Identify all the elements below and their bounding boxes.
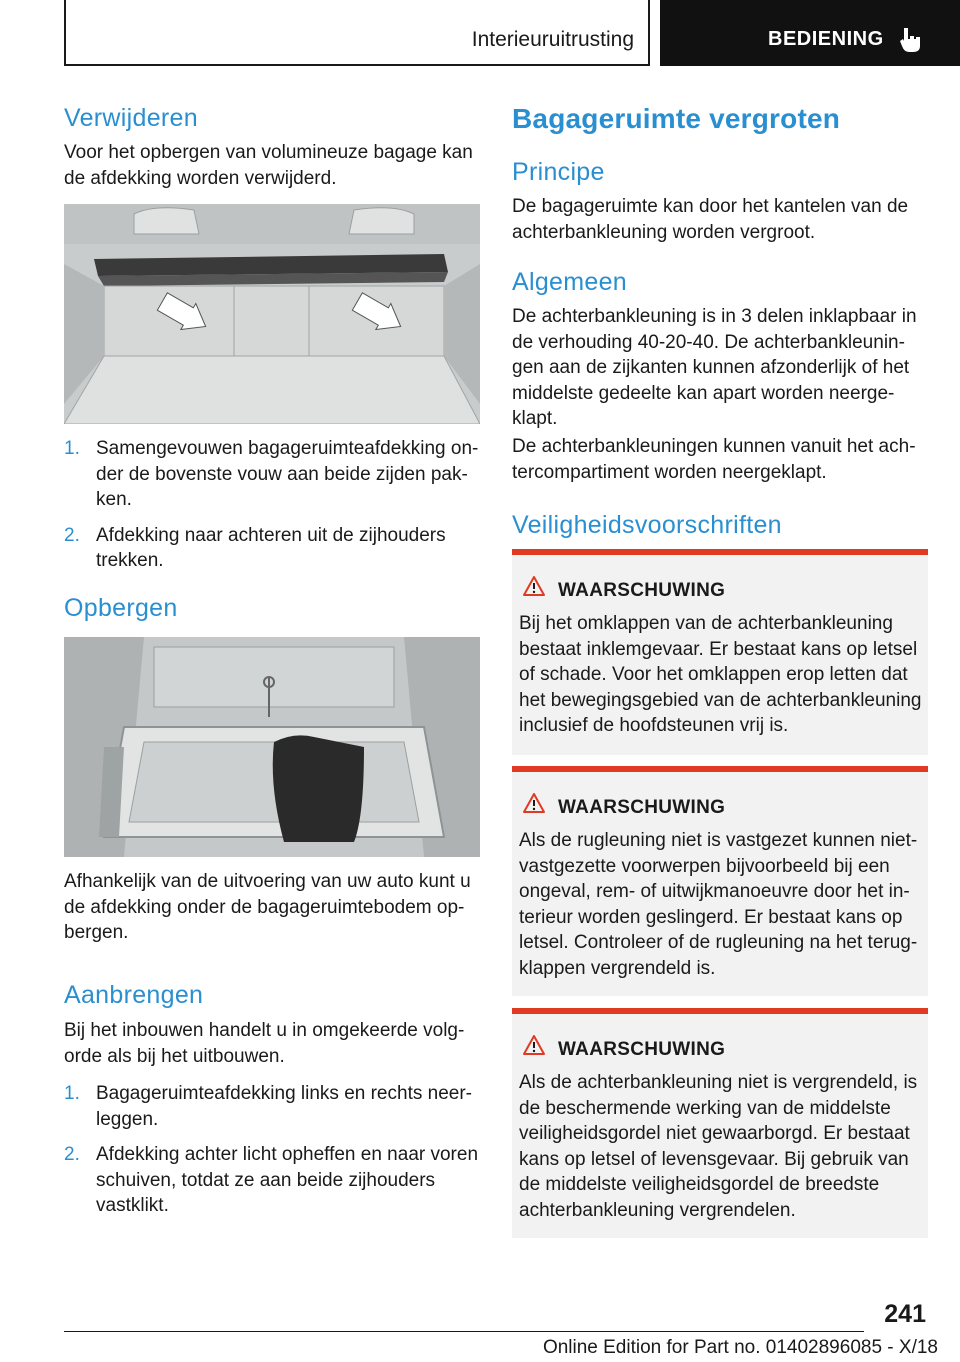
- warning-triangle-icon: [522, 575, 546, 597]
- figure-cover-storage: [64, 637, 480, 857]
- trunk-cover-illustration: [64, 204, 480, 424]
- chapter-title: BEDIENING: [768, 28, 884, 50]
- list-item: [64, 523, 480, 574]
- list-item: [64, 1081, 480, 1132]
- install-intro: Bij het inbouwen handelt u in omgekeerde volgorde als bij het uitbouwen.: [64, 1020, 465, 1067]
- warning-label: WAARSCHUWING: [558, 1039, 726, 1060]
- general-text-1: De achterbankleuning is in 3 delen inklapbaar in de verhouding 40-20-40. De achterbankleuningen aan de zijkanten kunnen afzonderlijk of het middelste gedeelte kan apart worden neergeklapt.: [512, 306, 917, 429]
- heading-principle: Principe: [512, 158, 605, 186]
- step-text: Afdekking naar achteren uit de zijhouders trekken.: [96, 524, 446, 571]
- heading-store: Opbergen: [64, 594, 178, 622]
- step-text: Samengevouwen bagageruimteafdekking onder de bovenste vouw aan beide zijden pakken.: [96, 438, 479, 510]
- remove-steps: [64, 436, 480, 584]
- edition-text: Online Edition for Part no. 01402896085 - X/18: [542, 1337, 938, 1358]
- footer-divider: [64, 1331, 864, 1332]
- step-number: 1.: [64, 438, 80, 459]
- figure-cover-removal: [64, 204, 480, 424]
- warning-label: WAARSCHUWING: [558, 580, 726, 601]
- heading-install: Aanbrengen: [64, 981, 204, 1009]
- warning-box-3: [512, 1008, 928, 1238]
- remove-intro: Voor het opbergen van volumineuze bagage kan de afdekking worden verwijderd.: [64, 142, 473, 189]
- warning-box-2: [512, 766, 928, 996]
- install-steps: [64, 1081, 480, 1229]
- general-text-2: De achterbankleuningen kunnen vanuit het achtercompartiment worden neergeklapt.: [512, 436, 916, 483]
- warning-label: WAARSCHUWING: [558, 797, 726, 818]
- step-text: Bagageruimteafdekking links en rechts neerleggen.: [96, 1083, 472, 1130]
- warning-text: Als de achterbankleuning niet is vergrendeld, is de beschermende werking van de middelste veiligheidsgordel niet gewaarborgd. Er bestaat kans op letsel of levensgevaar. Bij gebruik van de middelste veiligheidsgordel de breedste achterbankleuning vergrendelen.: [519, 1072, 918, 1221]
- warning-triangle-icon: [522, 792, 546, 814]
- section-title: Interieuruitrusting: [471, 28, 634, 51]
- warning-text: Bij het omklappen van de achterbankleuning bestaat inklemgevaar. Er bestaat kans op letsel of schade. Voor het omklappen erop letten dat het bewegingsgebied van de achterbankleuning inclusief de hoofdsteunen vrij is.: [519, 613, 922, 736]
- step-number: 1.: [64, 1083, 80, 1104]
- step-number: 2.: [64, 1144, 80, 1165]
- heading-remove: Verwijderen: [64, 104, 198, 132]
- list-item: [64, 436, 480, 513]
- hand-pointer-icon: [898, 26, 924, 54]
- heading-general: Algemeen: [512, 268, 627, 296]
- step-text: Afdekking achter licht opheffen en naar voren schuiven, totdat ze aan beide zijhouders vastklikt.: [96, 1144, 479, 1216]
- warning-box-1: [512, 549, 928, 755]
- section-header-box: [64, 0, 650, 66]
- footer-edition: [0, 1337, 960, 1359]
- store-text: Afhankelijk van de uitvoering van uw auto kunt u de afdekking onder de bagageruimtebodem opbergen.: [64, 871, 471, 943]
- list-item: [64, 1142, 480, 1219]
- heading-safety: Veiligheidsvoorschriften: [512, 511, 782, 539]
- trunk-storage-illustration: [64, 637, 480, 857]
- heading-enlarge: Bagageruimte vergroten: [512, 103, 841, 134]
- warning-text: Als de rugleuning niet is vastgezet kunnen niet-vastgezette voorwerpen bijvoorbeeld bij een ongeval, rem- of uitwijkmanoeuvre door het interieur worden geslingerd. Er bestaat kans op letsel. Controleer of de rugleuning na het terugklappen vergrendeld is.: [519, 830, 918, 979]
- page-number: 241: [884, 1300, 926, 1328]
- chapter-tab: [660, 0, 960, 66]
- step-number: 2.: [64, 524, 80, 546]
- principle-text: De bagageruimte kan door het kantelen van de achterbankleuning worden vergroot.: [512, 196, 909, 243]
- page-header: [0, 0, 960, 66]
- warning-triangle-icon: [522, 1034, 546, 1056]
